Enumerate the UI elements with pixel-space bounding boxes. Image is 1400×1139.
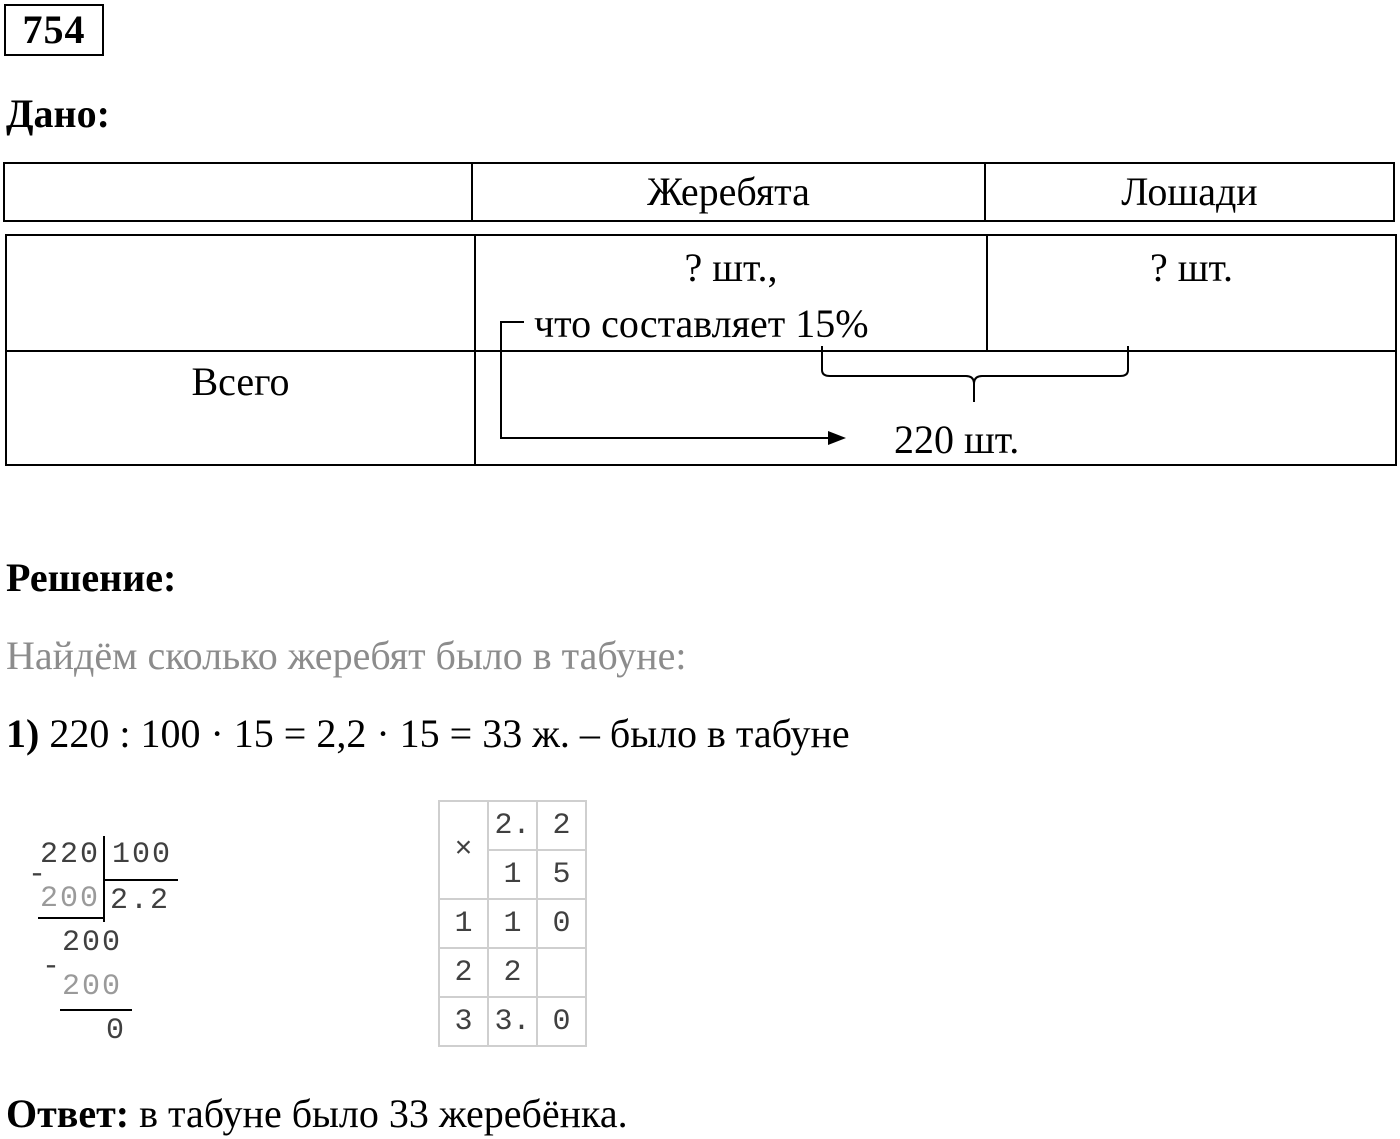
mult-cell: 3. (488, 997, 537, 1046)
arrow-head-icon (828, 431, 846, 445)
division-subtrahend-1: 200 (40, 882, 101, 916)
mult-cell: 1 (439, 899, 488, 948)
total-value: 220 шт. (894, 417, 1020, 462)
header-foals: Жеребята (471, 162, 986, 222)
mult-cell: 1 (488, 850, 537, 899)
mult-cell: 5 (537, 850, 586, 899)
answer-text: в табуне было 33 жеребёнка. (139, 1091, 628, 1136)
mult-cell: 3 (439, 997, 488, 1046)
header-horses: Лошади (984, 162, 1395, 222)
mult-cell: 2 (488, 948, 537, 997)
division-quotient: 2.2 (110, 884, 171, 918)
mult-cell (537, 948, 586, 997)
foals-percent: что составляет 15% (534, 301, 869, 346)
multiply-sign: × (439, 801, 488, 899)
division-divisor: 100 (112, 838, 173, 872)
mult-cell: 2 (537, 801, 586, 850)
foals-unknown: ? шт., (684, 245, 778, 290)
division-dividend: 220 (40, 838, 101, 872)
given-label: Дано: (6, 91, 110, 136)
diagram-arrows (0, 0, 1400, 470)
division-remainder-1: 200 (62, 926, 123, 960)
mult-cell: 0 (537, 997, 586, 1046)
answer-label: Ответ: (6, 1091, 130, 1136)
division-minus-2: - (42, 950, 63, 984)
mult-cell: 1 (488, 899, 537, 948)
total-label: Всего (191, 359, 290, 404)
step1-equation: 220 : 100 · 15 = 2,2 · 15 = 33 ж. – было в табуне (49, 711, 850, 756)
division-minus-1: - (28, 858, 49, 892)
sum-brace (822, 346, 1128, 402)
mult-cell: 2. (488, 801, 537, 850)
multiplication-grid (438, 800, 587, 1047)
mult-cell: 0 (537, 899, 586, 948)
division-result: 0 (106, 1014, 127, 1048)
percent-arrow (501, 322, 830, 438)
horses-unknown: ? шт. (1149, 245, 1234, 290)
hint-text: Найдём сколько жеребят было в табуне: (6, 633, 687, 678)
step1-number: 1) (6, 711, 40, 756)
mult-cell: 2 (439, 948, 488, 997)
solution-label: Решение: (6, 555, 177, 600)
division-lines (0, 830, 200, 1030)
problem-number: 754 (4, 4, 104, 56)
division-subtrahend-2: 200 (62, 970, 123, 1004)
